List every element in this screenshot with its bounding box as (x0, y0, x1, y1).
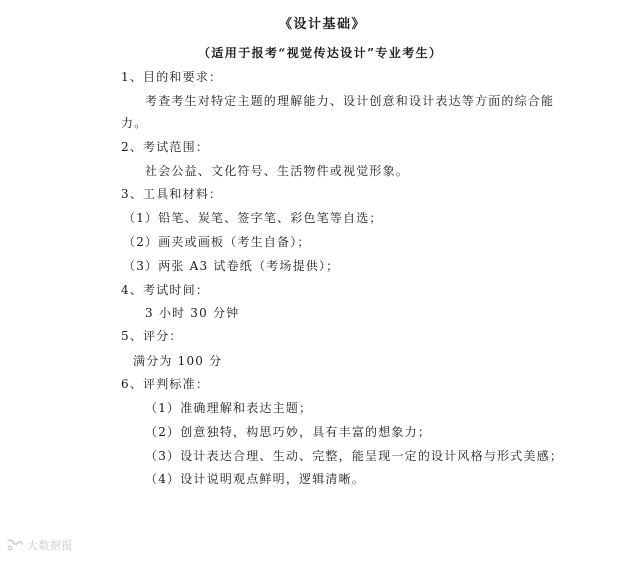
section-6-line-4: （4）设计说明观点鲜明，逻辑清晰。 (145, 472, 366, 486)
watermark-text: 大数据报 (27, 539, 73, 552)
section-heading-4: 4、考试时间： (121, 283, 210, 297)
section-2-line-1: 社会公益、文化符号、生活物件或视觉形象。 (145, 164, 410, 178)
watermark (6, 537, 73, 553)
section-6-line-3: （3）设计表达合理、生动、完整，能呈现一定的设计风格与形式美感； (145, 449, 564, 463)
section-6-line-2: （2）创意独特，构思巧妙，具有丰富的想象力； (145, 425, 432, 439)
section-heading-5: 5、评分： (121, 329, 183, 343)
section-1-line-1: 考查考生对特定主题的理解能力、设计创意和设计表达等方面的综合能 (145, 94, 555, 108)
section-heading-3: 3、工具和材料： (121, 187, 223, 201)
section-heading-1: 1、目的和要求： (121, 70, 223, 84)
document-title: 《设计基础》 (279, 17, 367, 32)
brand-logo-icon (6, 538, 24, 552)
section-1-line-2: 力。 (121, 116, 148, 130)
section-6-line-1: （1）准确理解和表达主题； (145, 401, 313, 415)
document-subtitle: （适用于报考“视觉传达设计”专业考生） (198, 46, 443, 60)
section-4-line-1: 3 小时 30 分钟 (145, 306, 240, 320)
section-5-line-1: 满分为 100 分 (133, 354, 223, 368)
section-3-line-2: （2）画夹或画板（考生自备）； (123, 235, 311, 249)
section-3-line-1: （1）铅笔、炭笔、签字笔、彩色笔等自选； (123, 211, 383, 225)
section-3-line-3: （3）两张 A3 试卷纸（考场提供）； (123, 259, 340, 273)
section-heading-6: 6、评判标准： (121, 377, 210, 391)
section-heading-2: 2、考试范围： (121, 140, 210, 154)
